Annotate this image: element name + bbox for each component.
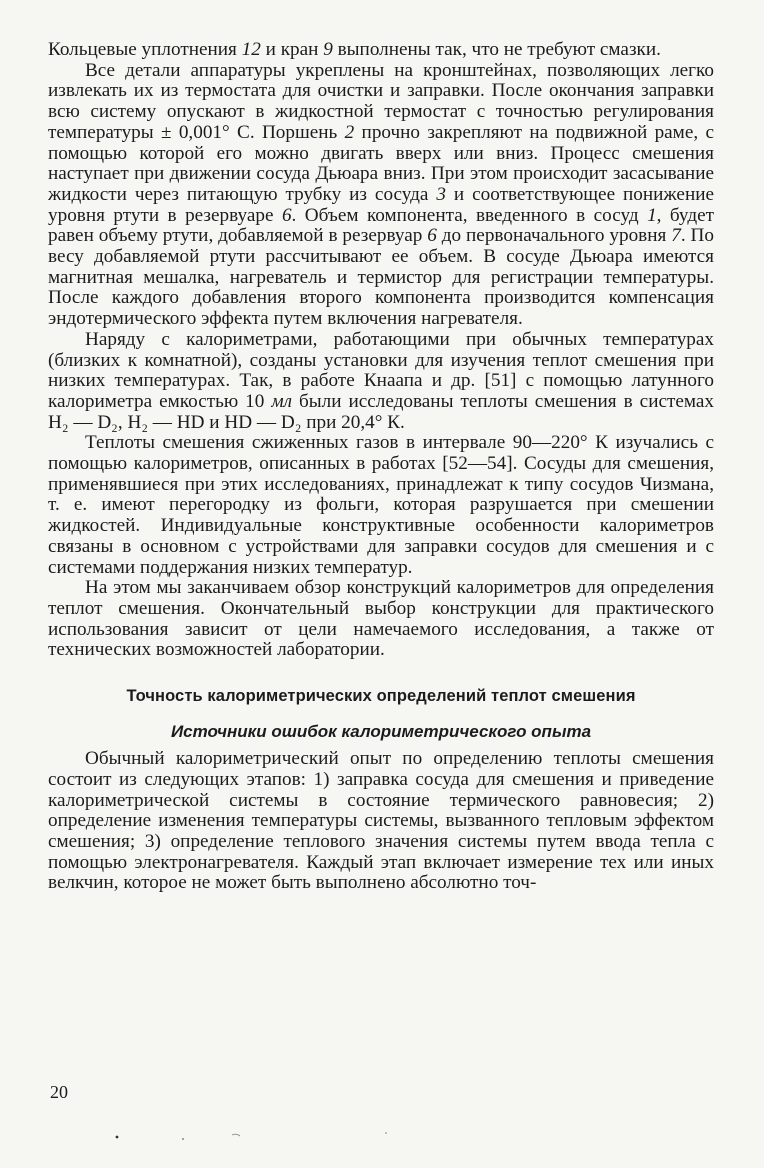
scan-speck [182, 1138, 184, 1140]
scan-speck [116, 1136, 119, 1139]
text-run: и кран [260, 39, 324, 60]
reference-number: 2 [344, 121, 355, 143]
reference-number: 7 [671, 225, 681, 247]
paragraph-3 [48, 330, 714, 434]
paragraph-1 [48, 40, 714, 61]
paragraph-5: На этом мы заканчиваем обзор конструкций калориметров для определения теплот смешения. Окончательный выбор конструкции для практического использования зависит от цели намечаемого исследования, а также от технических возможностей лаборатории. [48, 577, 714, 661]
page-number: 20 [50, 1082, 68, 1102]
reference-number: 1 [647, 204, 657, 226]
text-run: Все детали аппаратуры укреплены на кронштейнах, позволяющих легко извлекать их из термостата для очистки и заправки. После окончания заправки всю систему опускают в жидкостной термостат с точностью регулирования температуры ± 0,001° С. Поршень [48, 59, 714, 143]
scan-speck [232, 1134, 240, 1136]
page-body [48, 40, 714, 894]
text-run: прочно закрепляют на подвижной раме, с помощью которой его можно двигать вверх или вниз. Процесс смешения наступает при движении сосуда Дьюара вниз. При этом происходит засасывание жидкости через питающую трубку из сосуда [48, 121, 714, 205]
reference-number: 9 [323, 39, 333, 60]
reference-number: 3 [436, 183, 446, 205]
subsection-title: Источники ошибок калориметрического опыта [170, 722, 592, 742]
section-title: Точность калориметрических определений теплот смешения [126, 687, 636, 706]
text-run: . Объем компонента, введенного в сосуд [291, 204, 648, 226]
text-run: , будет равен объему ртути, добавляемой в резервуар [48, 204, 714, 247]
text-run: были исследованы теплоты смешения в системах H₂ — D₂, H₂ — HD и HD — D₂ при 20,4° К. [48, 390, 714, 433]
unit-ml: мл [271, 390, 292, 412]
paragraph-2 [48, 61, 714, 330]
reference-number: 6 [281, 204, 292, 226]
reference-number: 6 [427, 225, 437, 247]
paragraph-6: Обычный калориметрический опыт по определению теплоты смешения состоит из следующих этапов: 1) заправка сосуда для смешения и приведение калориметрической системы в состояние термического равновесия; 2) определение изменения температуры системы, вызванного тепловым эффектом смешения; 3) определение теплового значения системы путем ввода тепла с помощью электронагревателя. Каждый этап включает измерение тех или иных велкчин, которое не может быть выполнено абсолютно точ- [48, 748, 714, 894]
text-run: выполнены так, что не требуют смазки. [332, 39, 661, 60]
paragraph-4: Теплоты смешения сжиженных газов в интервале 90—220° К изучались с помощью калориметров, описанных в работах [52—54]. Сосуды для смешения, применявшиеся при этих исследованиях, принадлежат к типу сосудов Чизмана, т. е. имеют перегородку из фольги, которая разрушается при смешении жидкостей. Индивидуальные конструктивные особенности калориметров связаны в основном с устройствами для заправки сосудов для смешения и с системами поддержания низких температур. [48, 432, 714, 578]
reference-number: 12 [241, 39, 261, 60]
text-run: до первоначального уровня [436, 225, 672, 247]
text-run: Кольцевые уплотнения [48, 39, 242, 60]
scan-specks [0, 1125, 764, 1155]
scan-speck [385, 1132, 387, 1134]
text-run: . По весу добавляемой ртути рассчитывают ее объем. В сосуде Дьюара имеются магнитная мешалка, нагреватель и термистор для регистрации температуры. После каждого добавления второго компонента производится компенсация эндотермического эффекта путем включения нагревателя. [48, 225, 715, 330]
text-run: и соответствующее понижение уровня ртути в резервуаре [48, 183, 715, 226]
text-run: Наряду с калориметрами, работающими при обычных температурах (близких к комнатной), созданы установки для изучения теплот смешения при низких температурах. Так, в работе Кнаапа и др. [51] с помощью латунного калориметра емкостью 10 [48, 328, 714, 412]
